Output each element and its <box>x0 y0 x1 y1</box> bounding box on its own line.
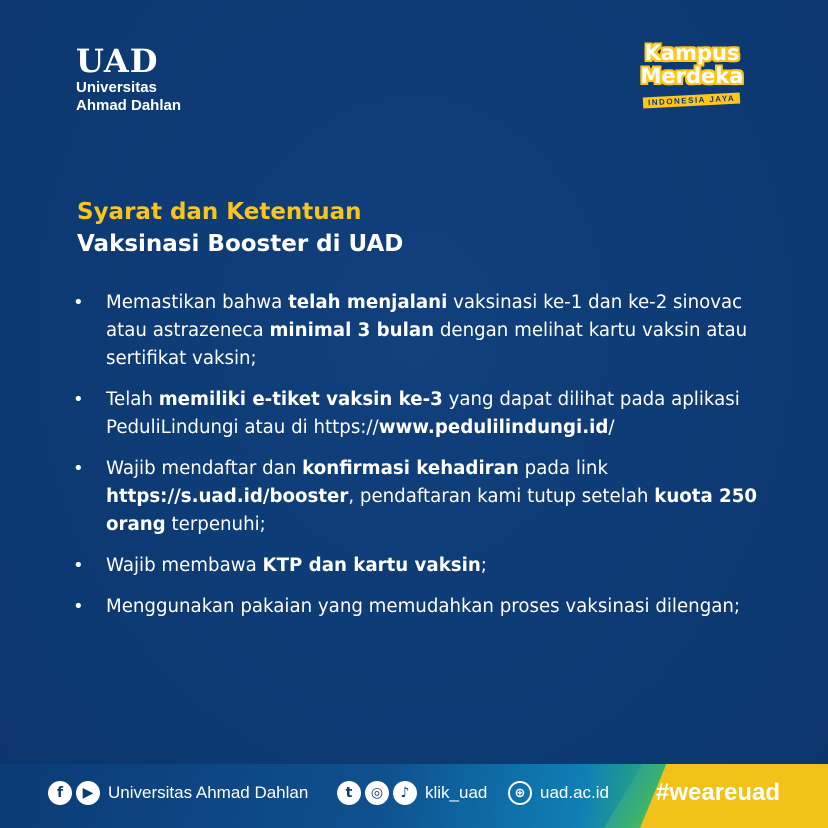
uad-logo-line1: Universitas <box>76 79 157 96</box>
emphasis-text: memiliki e-tiket vaksin ke-3 <box>158 389 443 410</box>
kampus-merdeka-tagline: INDONESIA JAYA <box>643 92 741 108</box>
bullet-icon: • <box>73 596 84 617</box>
body-text: vaksinasi ke-1 dan ke-2 sinovac atau astrazeneca <box>106 292 743 341</box>
emphasis-text: telah menjalani <box>288 292 448 313</box>
emphasis-text: www.pedulilindungi.id <box>378 417 609 438</box>
title-line-1: Syarat dan Ketentuan <box>77 199 362 225</box>
body-text: Telah <box>106 389 159 410</box>
emphasis-text: konfirmasi kehadiran <box>302 458 519 479</box>
list-item-text <box>106 389 740 438</box>
list-item <box>70 552 770 580</box>
list-item-text <box>106 555 487 576</box>
uad-logo-mark: UAD <box>76 42 159 80</box>
list-item-text <box>106 292 747 369</box>
footer-social-university[interactable] <box>48 781 308 805</box>
emphasis-text: kuota 250 orang <box>106 486 758 535</box>
youtube-icon: ▶ <box>76 781 100 805</box>
kampus-merdeka-line2: Merdeka <box>640 64 744 88</box>
page-title <box>77 196 403 260</box>
tiktok-icon: ♪ <box>393 781 417 805</box>
bullet-icon: • <box>73 458 84 479</box>
globe-icon: ⊕ <box>508 781 532 805</box>
bullet-icon: • <box>73 389 84 410</box>
list-item-text <box>106 596 740 617</box>
emphasis-text: minimal 3 bulan <box>269 320 435 341</box>
kampus-merdeka-logo <box>630 42 754 107</box>
body-text: Memastikan bahwa <box>106 292 289 313</box>
body-text: terpenuhi; <box>165 514 266 535</box>
body-text: Wajib mendaftar dan <box>106 458 303 479</box>
title-line-2: Vaksinasi Booster di UAD <box>77 231 404 257</box>
body-text: yang dapat dilihat pada aplikasi PeduliLindungi atau di https:// <box>106 389 740 438</box>
body-text: ; <box>480 555 487 576</box>
footer-university-label: Universitas Ahmad Dahlan <box>108 783 309 802</box>
emphasis-text: KTP dan kartu vaksin <box>262 555 481 576</box>
footer-website-label: uad.ac.id <box>540 783 609 802</box>
instagram-icon: ◎ <box>365 781 389 805</box>
uad-logo-line2: Ahmad Dahlan <box>76 97 182 114</box>
bullet-icon: • <box>73 555 84 576</box>
body-text: Menggunakan pakaian yang memudahkan proses vaksinasi dilengan; <box>106 596 741 617</box>
uad-logo <box>76 44 181 114</box>
body-text: pada link <box>518 458 608 479</box>
body-text: Wajib membawa <box>106 555 263 576</box>
footer-hashtag: #weareuad <box>656 779 781 806</box>
body-text: dengan melihat kartu vaksin atau sertifikat vaksin; <box>106 320 748 369</box>
body-text: / <box>608 417 615 438</box>
list-item <box>70 386 770 442</box>
bullet-icon: • <box>73 292 84 313</box>
facebook-icon: f <box>48 781 72 805</box>
kampus-merdeka-line1: Kampus <box>644 41 740 65</box>
twitter-icon: t <box>337 781 361 805</box>
requirements-list <box>70 289 770 634</box>
footer-website[interactable] <box>508 781 609 805</box>
emphasis-text: https://s.uad.id/booster <box>106 486 349 507</box>
list-item <box>70 289 770 373</box>
list-item-text <box>106 458 757 535</box>
footer-social-handle[interactable] <box>337 781 487 805</box>
list-item <box>70 593 770 621</box>
footer-handle-label: klik_uad <box>425 783 488 802</box>
list-item <box>70 455 770 539</box>
body-text: , pendaftaran kami tutup setelah <box>348 486 655 507</box>
